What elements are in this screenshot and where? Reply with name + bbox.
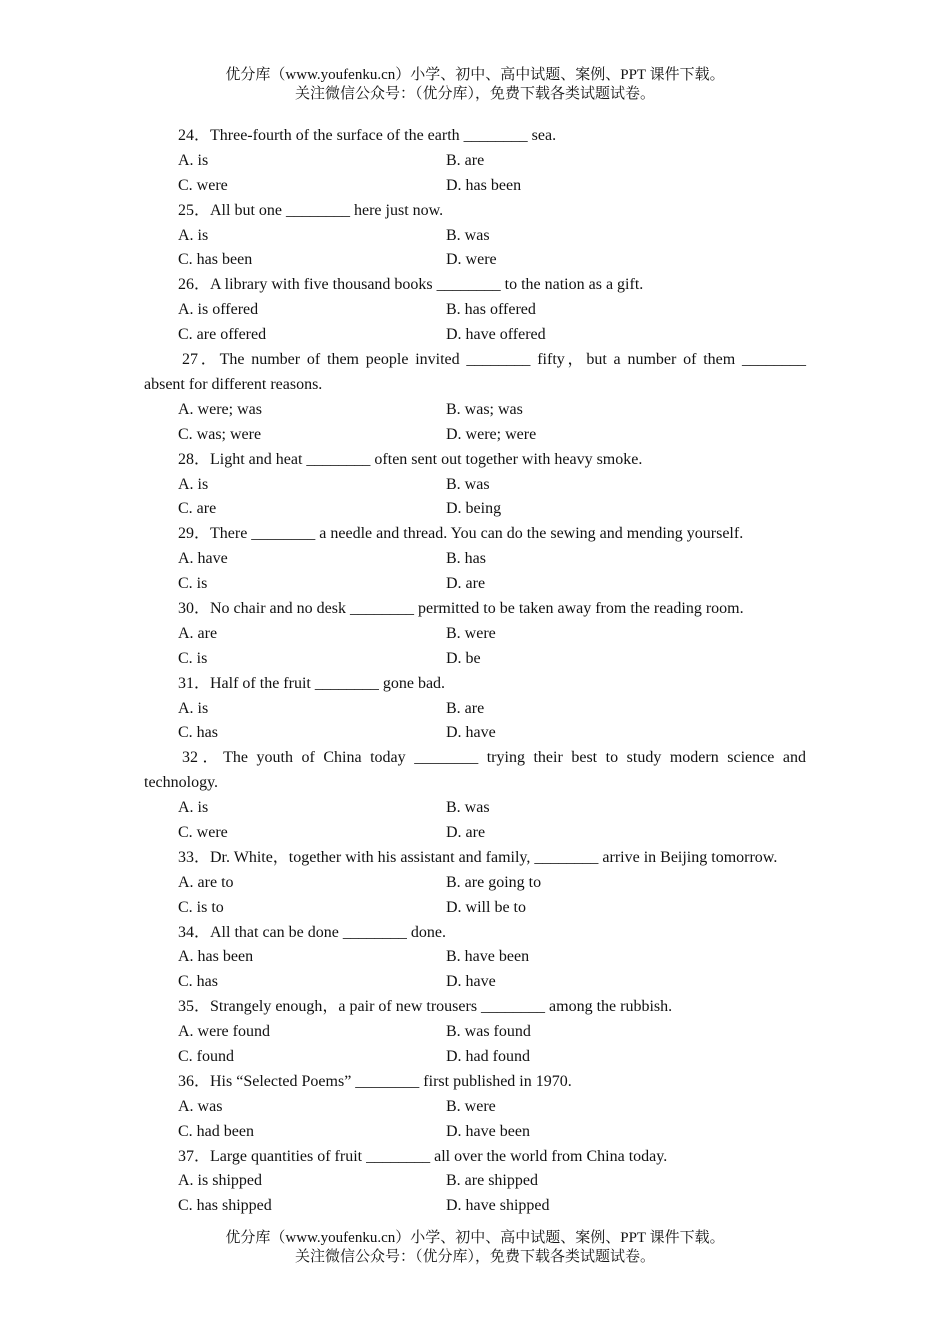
option-a: A. is [178, 151, 209, 169]
question-stem: 35．Strangely enough，a pair of new trousers ________ among the rubbish. [178, 998, 673, 1016]
option-d: D. have been [446, 1122, 530, 1140]
question-stem: 30．No chair and no desk ________ permitted to be taken away from the reading room. [178, 599, 744, 617]
option-c: C. are [178, 500, 217, 518]
question-stem: 24．Three-fourth of the surface of the earth ________ sea. [178, 127, 557, 144]
option-d: D. have [446, 724, 496, 742]
option-b: B. were [446, 624, 496, 642]
option-c: C. was; were [178, 425, 262, 443]
question-32 [144, 746, 806, 846]
option-a: A. is [178, 475, 209, 493]
question-25 [144, 199, 806, 274]
option-d: D. have shipped [446, 1197, 550, 1215]
question-stem: 27．The number of them people invited ________ fifty，but a number of them ________ absent for different reasons. [144, 351, 806, 393]
page-header [0, 66, 950, 104]
option-a: A. is offered [178, 301, 259, 319]
question-stem: 25．All but one ________ here just now. [178, 201, 444, 219]
option-b: B. were [446, 1097, 496, 1115]
question-31 [144, 672, 806, 747]
question-stem: 36．His “Selected Poems” ________ first published in 1970. [178, 1072, 572, 1090]
option-d: D. were [446, 251, 497, 269]
question-stem: 26．A library with five thousand books ________ to the nation as a gift. [178, 276, 644, 294]
option-c: C. are offered [178, 326, 267, 344]
question-24 [144, 124, 806, 199]
question-27 [144, 348, 806, 448]
option-b: B. are [446, 699, 485, 717]
option-a: A. was [178, 1097, 223, 1115]
option-c: C. is to [178, 898, 224, 916]
question-28 [144, 448, 806, 523]
option-c: C. found [178, 1048, 234, 1066]
option-d: D. are [446, 824, 486, 841]
option-b: B. was found [446, 1023, 531, 1041]
option-c: C. had been [178, 1122, 254, 1140]
option-d: D. being [446, 500, 502, 518]
page-footer [0, 1229, 950, 1267]
question-stem: 32．The youth of China today ________ trying their best to study modern science and technology. [144, 749, 806, 792]
option-b: B. was [446, 226, 490, 244]
option-a: A. are [178, 624, 218, 642]
option-b: B. was [446, 475, 490, 493]
header-line-2: 关注微信公众号：（优分库），免费下载各类试题试卷。 [294, 86, 655, 102]
option-d: D. have [446, 973, 496, 991]
option-b: B. are shipped [446, 1172, 538, 1190]
header-line-1: 优分库（www.youfenku.cn）小学、初中、高中试题、案例、PPT 课件下载。 [225, 67, 725, 83]
option-d: D. be [446, 649, 481, 667]
question-stem: 33．Dr. White，together with his assistant and family, ________ arrive in Beijing tomorrow. [178, 848, 778, 866]
option-b: B. was; was [446, 400, 523, 418]
option-d: D. have offered [446, 326, 546, 344]
question-35 [144, 995, 806, 1070]
footer-line-1: 优分库（www.youfenku.cn）小学、初中、高中试题、案例、PPT 课件下载。 [225, 1230, 725, 1246]
question-stem: 31．Half of the fruit ________ gone bad. [178, 674, 446, 692]
option-d: D. will be to [446, 898, 526, 916]
option-a: A. is [178, 699, 209, 717]
option-d: D. has been [446, 176, 522, 194]
option-a: A. were found [178, 1023, 270, 1041]
question-stem: 37．Large quantities of fruit ________ all over the world from China today. [178, 1147, 668, 1165]
option-a: A. is [178, 226, 209, 244]
option-c: C. were [178, 176, 228, 194]
option-b: B. has offered [446, 301, 536, 319]
option-d: D. are [446, 575, 486, 593]
question-stem: 28．Light and heat ________ often sent out together with heavy smoke. [178, 450, 643, 468]
option-b: B. have been [446, 948, 530, 966]
option-b: B. are going to [446, 873, 542, 891]
question-26 [144, 273, 806, 348]
option-c: C. is [178, 649, 208, 667]
option-d: D. had found [446, 1048, 530, 1066]
question-stem: 29．There ________ a needle and thread. You can do the sewing and mending yourself. [178, 525, 744, 543]
option-c: C. is [178, 575, 208, 593]
option-c: C. were [178, 824, 228, 841]
question-34 [144, 921, 806, 996]
option-c: C. has shipped [178, 1197, 272, 1215]
option-a: A. have [178, 550, 228, 568]
option-b: B. are [446, 151, 485, 169]
option-d: D. were; were [446, 425, 537, 443]
option-c: C. has been [178, 251, 253, 269]
question-29 [144, 522, 806, 597]
question-33 [144, 846, 806, 921]
question-stem: 34．All that can be done ________ done. [178, 923, 446, 941]
option-c: C. has [178, 973, 218, 991]
option-a: A. is shipped [178, 1172, 262, 1190]
option-b: B. was [446, 799, 490, 817]
question-37 [144, 1145, 806, 1220]
option-a: A. is [178, 799, 209, 817]
option-a: A. were; was [178, 400, 262, 418]
option-c: C. has [178, 724, 218, 742]
option-b: B. has [446, 550, 486, 568]
option-a: A. has been [178, 948, 254, 966]
question-36 [144, 1070, 806, 1145]
question-list [144, 124, 806, 1219]
question-30 [144, 597, 806, 672]
footer-line-2: 关注微信公众号：（优分库），免费下载各类试题试卷。 [294, 1249, 655, 1265]
option-a: A. are to [178, 873, 234, 891]
